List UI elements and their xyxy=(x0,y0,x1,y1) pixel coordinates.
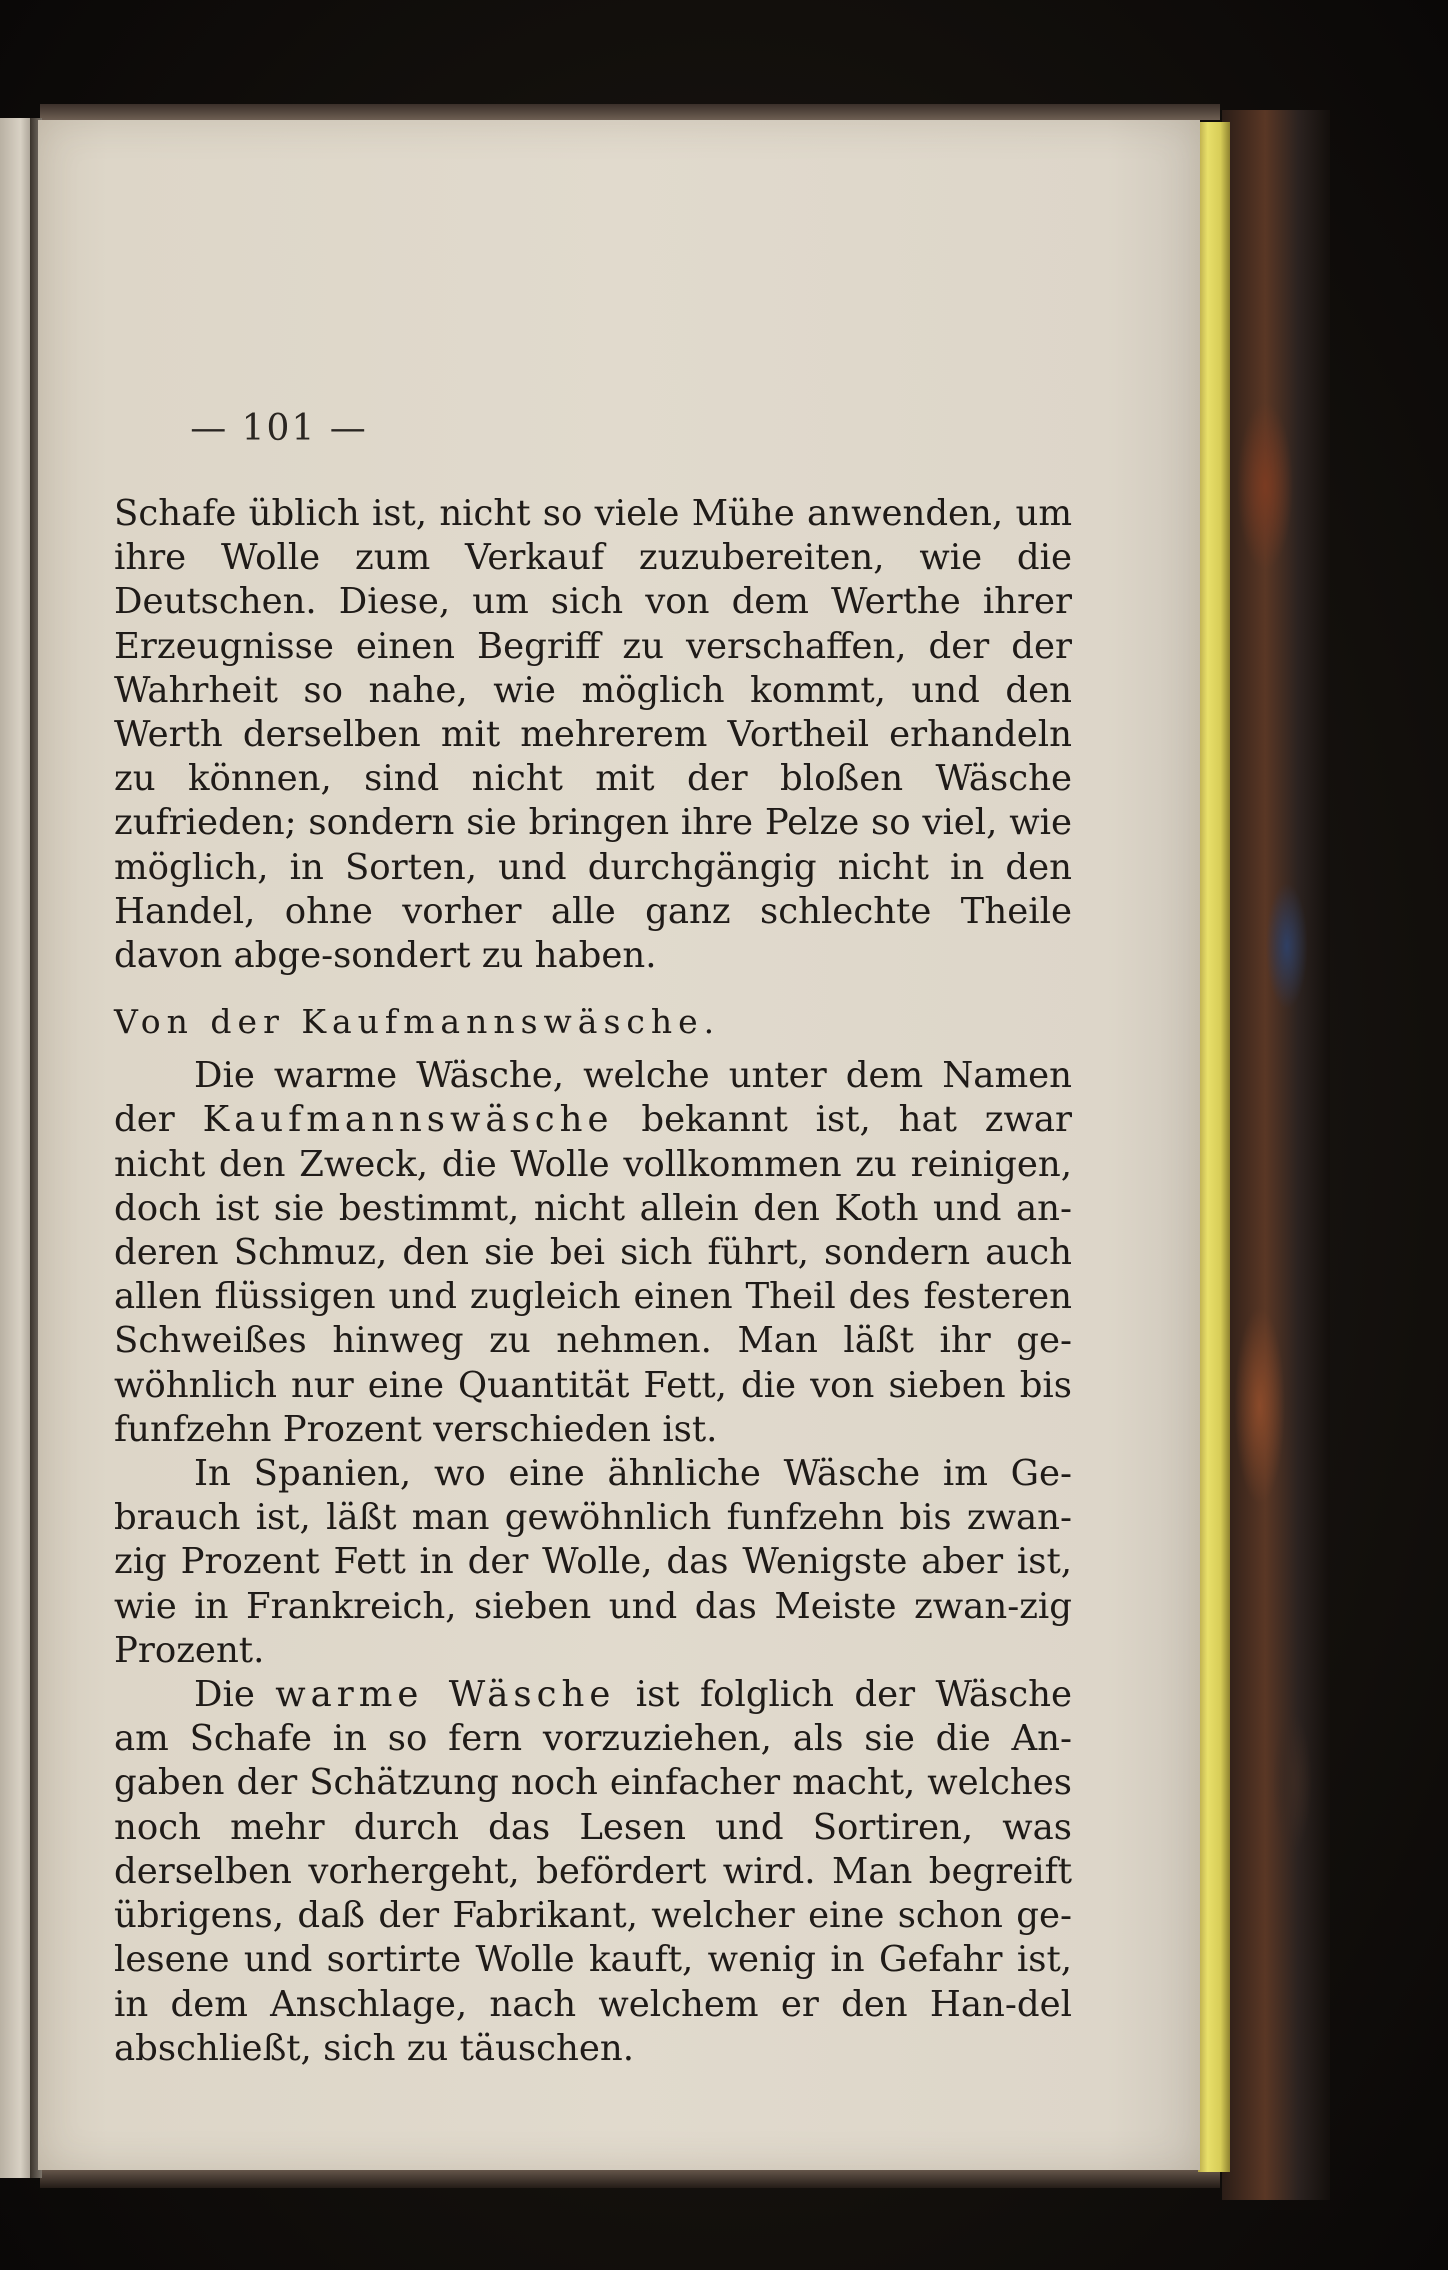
spaced-term: warme Wäsche xyxy=(275,1674,616,1716)
paragraph-text: In Spanien, wo eine ähnliche Wäsche im Ge-brauch ist, läßt man gewöhnlich funfzehn bis zwan-zig Prozent Fett in der Wolle, das Wenigste aber ist, wie in Frankreich, sieben und das Meiste zwan-zig Prozent. xyxy=(114,1453,1072,1671)
paragraph-text: Die xyxy=(194,1674,276,1716)
bottom-board-edge xyxy=(40,2168,1220,2188)
page-text xyxy=(114,492,1072,2071)
marbled-cover-edge xyxy=(1222,110,1330,2200)
paragraph-continuation: Schafe üblich ist, nicht so viele Mühe anwenden, um ihre Wolle zum Verkauf zuzubereiten, wie die Deutschen. Diese, um sich von dem Werthe ihrer Erzeugnisse einen Begriff zu verschaffen, der der Wahrheit so nahe, wie möglich kommt, und den Werth derselben mit mehrerem Vortheil erhandeln zu können, sind nicht mit der bloßen Wäsche zufrieden; sondern sie bringen ihre Pelze so viel, wie möglich, in Sorten, und durchgängig nicht in den Handel, ohne vorher alle ganz schlechte Theile davon abge-sondert zu haben. xyxy=(114,493,1072,977)
spaced-term: Kaufmannswäsche xyxy=(202,1099,614,1141)
paragraph-spanien xyxy=(114,1452,1072,1673)
top-board-edge xyxy=(40,104,1220,120)
page-number: — 101 — xyxy=(190,408,368,449)
paragraph-text: ist folglich der Wäsche am Schafe in so fern vorzuziehen, als sie die An-gaben der Schätzung noch einfacher macht, welches noch mehr durch das Lesen und Sortiren, was derselben vorhergeht, befördert wird. Man begreift übrigens, daß der Fabrikant, welcher eine schon ge-lesene und sortirte Wolle kauft, wenig in Gefahr ist, in dem Anschlage, nach welchem er den Han-del abschließt, sich zu täuschen. xyxy=(114,1674,1073,2069)
section-heading: Von der Kaufmannswäsche. xyxy=(114,1002,721,1042)
paragraph-kaufmannswaesche xyxy=(114,1054,1072,1452)
paragraph-text: bekannt ist, hat zwar nicht den Zweck, die Wolle vollkommen zu reinigen, doch ist sie bestimmt, nicht allein den Koth und an-deren Schmuz, den sie bei sich führt, sondern auch allen flüssigen und zugleich einen Theil des festeren Schweißes hinweg zu nehmen. Man läßt ihr ge-wöhnlich nur eine Quantität Fett, die von sieben bis funfzehn Prozent verschieden ist. xyxy=(114,1099,1072,1450)
paragraph-warme-waesche xyxy=(114,1673,1072,2071)
yellow-page-edges xyxy=(1198,122,1230,2172)
book-page xyxy=(38,120,1200,2170)
paragraph-text: Die warme Wäsche, welche unter dem Namen der xyxy=(114,1055,1072,1141)
